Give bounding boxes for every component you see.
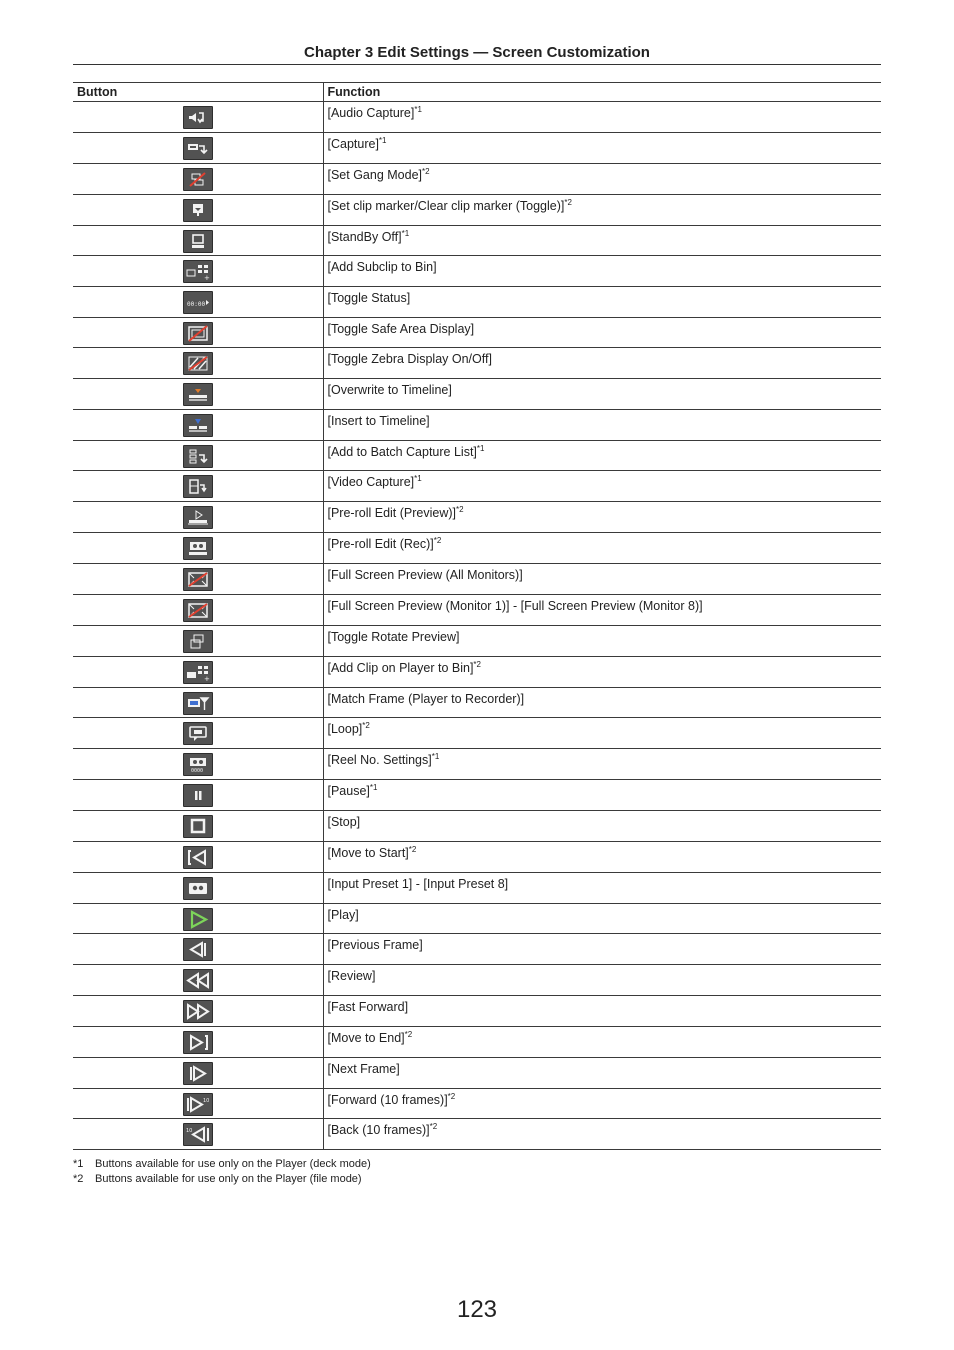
footnote-ref: *1: [378, 135, 387, 145]
video-capture-icon: [183, 475, 213, 498]
function-label: [Next Frame]: [327, 1062, 400, 1076]
function-label: [Move to End]: [327, 1031, 405, 1045]
function-cell: [323, 471, 881, 502]
button-cell: [73, 102, 323, 133]
table-row: [73, 965, 881, 996]
function-label: [Play]: [327, 908, 359, 922]
function-label: [Add Subclip to Bin]: [327, 260, 437, 274]
footnote-mark: *2: [73, 1173, 84, 1185]
button-cell: [73, 564, 323, 595]
button-cell: [73, 287, 323, 318]
footnote-ref: *2: [429, 1121, 438, 1131]
function-cell: [323, 164, 881, 195]
function-cell: [323, 441, 881, 471]
loop-icon: [183, 722, 213, 745]
previous-frame-icon: [183, 938, 213, 961]
clip-marker-icon: [183, 199, 213, 222]
svg-text:+: +: [203, 274, 210, 282]
function-label: [Toggle Rotate Preview]: [327, 630, 460, 644]
move-to-end-icon: [183, 1031, 213, 1054]
button-cell: [73, 811, 323, 842]
set-gang-mode-icon: [183, 168, 213, 191]
table-row: [73, 441, 881, 471]
function-label: [Add to Batch Capture List]: [327, 445, 477, 459]
footnote: [73, 1173, 371, 1188]
function-cell: [323, 318, 881, 348]
function-cell: [323, 657, 881, 688]
footnote-ref: *1: [431, 751, 440, 761]
function-label: [Pause]: [327, 784, 370, 798]
function-cell: [323, 873, 881, 904]
table-header-row: [73, 83, 881, 102]
button-cell: [73, 965, 323, 996]
function-label: [Fast Forward]: [327, 1000, 409, 1014]
function-label: [Set clip marker/Clear clip marker (Toggle)]: [327, 199, 565, 213]
table-row: [73, 164, 881, 195]
svg-text:10: 10: [202, 1098, 210, 1104]
table-row: [73, 564, 881, 595]
footnote-ref: *2: [433, 535, 442, 545]
button-cell: [73, 595, 323, 626]
preroll-rec-icon: [183, 537, 213, 560]
footnote-ref: *1: [414, 473, 422, 483]
next-frame-icon: [183, 1062, 213, 1085]
table-row: [73, 410, 881, 441]
button-cell: [73, 904, 323, 934]
function-cell: [323, 749, 881, 780]
function-label: [Toggle Safe Area Display]: [327, 322, 475, 336]
function-cell: [323, 533, 881, 564]
table-row: [73, 256, 881, 287]
function-cell: [323, 256, 881, 287]
function-label: [Capture]: [327, 137, 379, 151]
function-cell: [323, 1119, 881, 1150]
toggle-status-icon: [183, 291, 213, 314]
function-cell: [323, 842, 881, 873]
fullscreen-all-icon: [183, 568, 213, 591]
button-cell: [73, 873, 323, 904]
function-label: [Toggle Status]: [327, 291, 411, 305]
function-cell: [323, 410, 881, 441]
function-cell: [323, 502, 881, 533]
table-row: [73, 749, 881, 780]
button-cell: [73, 688, 323, 718]
button-cell: [73, 1027, 323, 1058]
table-row: [73, 657, 881, 688]
button-function-table: [73, 82, 881, 1150]
footnote-ref: *2: [362, 720, 370, 730]
function-label: [Loop]: [327, 722, 363, 736]
function-cell: [323, 564, 881, 595]
overwrite-icon: [183, 383, 213, 406]
function-cell: [323, 996, 881, 1027]
footnotes: [73, 1158, 371, 1188]
function-label: [Input Preset 1] - [Input Preset 8]: [327, 877, 509, 891]
function-label: [Video Capture]: [327, 475, 415, 489]
function-cell: [323, 348, 881, 379]
footnote-ref: *2: [564, 197, 572, 207]
svg-text:0000: 0000: [190, 768, 203, 774]
play-icon: [183, 908, 213, 931]
move-to-start-icon: [183, 846, 213, 869]
button-cell: [73, 533, 323, 564]
function-label: [Previous Frame]: [327, 938, 423, 952]
table-row: [73, 904, 881, 934]
zebra-icon: [183, 352, 213, 375]
input-preset-icon: [183, 877, 213, 900]
footnote-ref: *2: [473, 659, 481, 669]
footnote-ref: *2: [404, 1029, 413, 1039]
button-cell: [73, 780, 323, 811]
table-row: [73, 318, 881, 348]
function-cell: [323, 133, 881, 164]
function-cell: [323, 595, 881, 626]
function-label: [Toggle Zebra Display On/Off]: [327, 352, 492, 366]
button-cell: [73, 1119, 323, 1150]
column-header-function: Function: [323, 83, 881, 102]
function-label: [Stop]: [327, 815, 361, 829]
header-rule: [73, 64, 881, 65]
button-cell: [73, 1089, 323, 1119]
footnote-ref: *1: [476, 443, 485, 453]
page-number: 123: [456, 1296, 498, 1323]
table-row: [73, 595, 881, 626]
function-label: [Full Screen Preview (Monitor 1)] - [Full Screen Preview (Monitor 8)]: [327, 599, 703, 613]
function-cell: [323, 1089, 881, 1119]
table-row: [73, 626, 881, 657]
add-clip-icon: [183, 661, 213, 684]
button-cell: [73, 379, 323, 410]
button-cell: [73, 471, 323, 502]
button-cell: [73, 934, 323, 965]
table-row: [73, 471, 881, 502]
svg-text:+: +: [203, 675, 210, 683]
function-label: [Add Clip on Player to Bin]: [327, 661, 474, 675]
function-label: [Review]: [327, 969, 376, 983]
back-10-icon: [183, 1123, 213, 1146]
button-cell: [73, 842, 323, 873]
function-cell: [323, 287, 881, 318]
preroll-preview-icon: [183, 506, 213, 529]
batch-capture-icon: [183, 445, 213, 468]
button-cell: [73, 133, 323, 164]
function-label: [Set Gang Mode]: [327, 168, 423, 182]
audio-capture-icon: [183, 106, 213, 129]
button-cell: [73, 441, 323, 471]
stop-icon: [183, 815, 213, 838]
table-row: [73, 533, 881, 564]
button-cell: [73, 410, 323, 441]
footnote-ref: *1: [401, 228, 410, 238]
function-label: [Reel No. Settings]: [327, 753, 432, 767]
svg-text:00:00: 00:00: [186, 301, 205, 308]
footnote-ref: *1: [369, 782, 378, 792]
fast-forward-icon: [183, 1000, 213, 1023]
button-cell: [73, 657, 323, 688]
table-row: [73, 1089, 881, 1119]
function-label: [StandBy Off]: [327, 230, 402, 244]
button-cell: [73, 502, 323, 533]
function-cell: [323, 626, 881, 657]
pause-icon: [183, 784, 213, 807]
function-cell: [323, 1058, 881, 1089]
reel-no-icon: [183, 753, 213, 776]
button-cell: [73, 626, 323, 657]
table-row: [73, 1058, 881, 1089]
table-row: [73, 287, 881, 318]
table-row: [73, 873, 881, 904]
footnote-ref: *2: [456, 504, 464, 514]
function-label: [Overwrite to Timeline]: [327, 383, 452, 397]
function-label: [Pre-roll Edit (Rec)]: [327, 537, 434, 551]
button-cell: [73, 718, 323, 749]
table-row: [73, 226, 881, 256]
function-label: [Insert to Timeline]: [327, 414, 430, 428]
function-label: [Match Frame (Player to Recorder)]: [327, 692, 525, 706]
function-cell: [323, 811, 881, 842]
table-row: [73, 1027, 881, 1058]
footnote-text: Buttons available for use only on the Player (deck mode): [95, 1158, 371, 1170]
function-cell: [323, 965, 881, 996]
function-label: [Pre-roll Edit (Preview)]: [327, 506, 456, 520]
fullscreen-monitor-icon: [183, 599, 213, 622]
button-cell: [73, 996, 323, 1027]
table-row: [73, 133, 881, 164]
table-row: [73, 996, 881, 1027]
table-row: [73, 195, 881, 226]
function-cell: [323, 226, 881, 256]
function-cell: [323, 934, 881, 965]
function-label: [Audio Capture]: [327, 106, 415, 120]
table-row: [73, 102, 881, 133]
function-label: [Full Screen Preview (All Monitors)]: [327, 568, 523, 582]
safe-area-icon: [183, 322, 213, 345]
footnote: [73, 1158, 371, 1173]
table-row: [73, 1119, 881, 1150]
function-cell: [323, 718, 881, 749]
button-cell: [73, 348, 323, 379]
insert-icon: [183, 414, 213, 437]
button-cell: [73, 164, 323, 195]
function-cell: [323, 195, 881, 226]
table-row: [73, 934, 881, 965]
function-cell: [323, 904, 881, 934]
function-cell: [323, 102, 881, 133]
capture-icon: [183, 137, 213, 160]
table-row: [73, 811, 881, 842]
table-row: [73, 718, 881, 749]
function-label: [Back (10 frames)]: [327, 1123, 430, 1137]
button-cell: [73, 1058, 323, 1089]
column-header-button: Button: [73, 83, 323, 102]
table-row: [73, 348, 881, 379]
forward-10-icon: [183, 1093, 213, 1116]
footnote-text: Buttons available for use only on the Player (file mode): [95, 1173, 362, 1185]
function-cell: [323, 688, 881, 718]
function-label: [Move to Start]: [327, 846, 409, 860]
page-header: Chapter 3 Edit Settings — Screen Customization: [304, 44, 650, 61]
table-row: [73, 688, 881, 718]
table-row: [73, 502, 881, 533]
table-row: [73, 379, 881, 410]
function-cell: [323, 780, 881, 811]
review-icon: [183, 969, 213, 992]
rotate-preview-icon: [183, 630, 213, 653]
button-cell: [73, 318, 323, 348]
table-row: [73, 842, 881, 873]
svg-text:10: 10: [185, 1128, 193, 1134]
footnote-ref: *1: [414, 104, 422, 114]
add-subclip-icon: [183, 260, 213, 283]
footnote-ref: *2: [408, 844, 417, 854]
function-cell: [323, 1027, 881, 1058]
button-cell: [73, 749, 323, 780]
footnote-ref: *2: [422, 166, 430, 176]
function-label: [Forward (10 frames)]: [327, 1093, 448, 1107]
function-cell: [323, 379, 881, 410]
standby-off-icon: [183, 230, 213, 253]
button-cell: [73, 195, 323, 226]
footnote-mark: *1: [73, 1158, 84, 1170]
footnote-ref: *2: [447, 1091, 456, 1101]
match-frame-icon: [183, 692, 213, 715]
table-row: [73, 780, 881, 811]
button-cell: [73, 226, 323, 256]
button-cell: [73, 256, 323, 287]
